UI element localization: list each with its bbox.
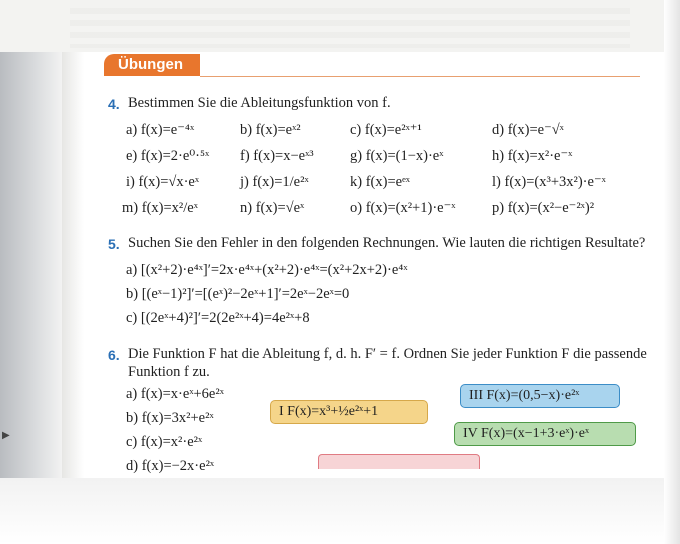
- ex5-item-c: c) [(2eˣ+4)²]′=2(2e²ˣ+4)=4e²ˣ+8: [126, 310, 310, 326]
- ex4-item-i: i) f(x)=√x·eˣ: [126, 174, 200, 190]
- exercise-4-prompt: Bestimmen Sie die Ableitungsfunktion von f.: [128, 95, 391, 111]
- ex4-item-e: e) f(x)=2·e⁰·⁵ˣ: [126, 148, 210, 164]
- function-card-III: III F(x)=(0,5−x)·e²ˣ: [460, 384, 620, 408]
- ex4-item-h: h) f(x)=x²·e⁻ˣ: [492, 148, 573, 164]
- ex4-item-f: f) f(x)=x−eˣ³: [240, 148, 314, 164]
- ex4-item-p: p) f(x)=(x²−e⁻²ˣ)²: [492, 200, 595, 216]
- ex6-item-a: a) f(x)=x·eˣ+6e²ˣ: [126, 386, 224, 402]
- book-spine-shadow: [0, 52, 62, 482]
- exercise-6-number: 6.: [108, 347, 120, 363]
- ex4-item-d: d) f(x)=e⁻√ˣ: [492, 122, 564, 138]
- ex4-item-m: m) f(x)=x²/eˣ: [122, 200, 198, 216]
- ex4-item-c: c) f(x)=e²ˣ⁺¹: [350, 122, 422, 138]
- ex5-item-a: a) [(x²+2)·e⁴ˣ]′=2x·e⁴ˣ+(x²+2)·e⁴ˣ=(x²+2x+2)·e⁴ˣ: [126, 262, 408, 278]
- ex5-item-b: b) [(eˣ−1)²]′=[(eˣ)²−2eˣ+1]′=2eˣ−2eˣ=0: [126, 286, 350, 302]
- previous-page-bleed: [0, 0, 680, 52]
- function-card-partial: [318, 454, 480, 469]
- exercise-6-prompt-line2: Funktion f zu.: [128, 364, 210, 380]
- ex4-item-o: o) f(x)=(x²+1)·e⁻ˣ: [350, 200, 456, 216]
- ex6-item-d: d) f(x)=−2x·e²ˣ: [126, 458, 215, 474]
- ex4-item-k: k) f(x)=eᵉˣ: [350, 174, 410, 190]
- function-card-IV: IV F(x)=(x−1+3·eˣ)·eˣ: [454, 422, 636, 446]
- exercise-4-number: 4.: [108, 96, 120, 112]
- section-header: Übungen: [104, 54, 200, 76]
- section-rule: [200, 76, 640, 77]
- ex4-item-b: b) f(x)=eˣ²: [240, 122, 301, 138]
- function-card-I: I F(x)=x³+½e²ˣ+1: [270, 400, 428, 424]
- ex4-item-a: a) f(x)=e⁻⁴ˣ: [126, 122, 195, 138]
- ex6-item-b: b) f(x)=3x²+e²ˣ: [126, 410, 214, 426]
- exercise-5-prompt: Suchen Sie den Fehler in den folgenden Rechnungen. Wie lauten die richtigen Resultate?: [128, 235, 646, 251]
- ex6-item-c: c) f(x)=x²·e²ˣ: [126, 434, 203, 450]
- ex4-item-n: n) f(x)=√eˣ: [240, 200, 305, 216]
- exercise-6-prompt-line1: Die Funktion F hat die Ableitung f, d. h. F′ = f. Ordnen Sie jeder Funktion F die passende: [128, 346, 647, 362]
- ex4-item-g: g) f(x)=(1−x)·eˣ: [350, 148, 444, 164]
- ex4-item-l: l) f(x)=(x³+3x²)·e⁻ˣ: [492, 174, 606, 190]
- margin-arrow-icon: ▶: [2, 430, 10, 441]
- exercise-5-number: 5.: [108, 236, 120, 252]
- ex4-item-j: j) f(x)=1/e²ˣ: [240, 174, 309, 190]
